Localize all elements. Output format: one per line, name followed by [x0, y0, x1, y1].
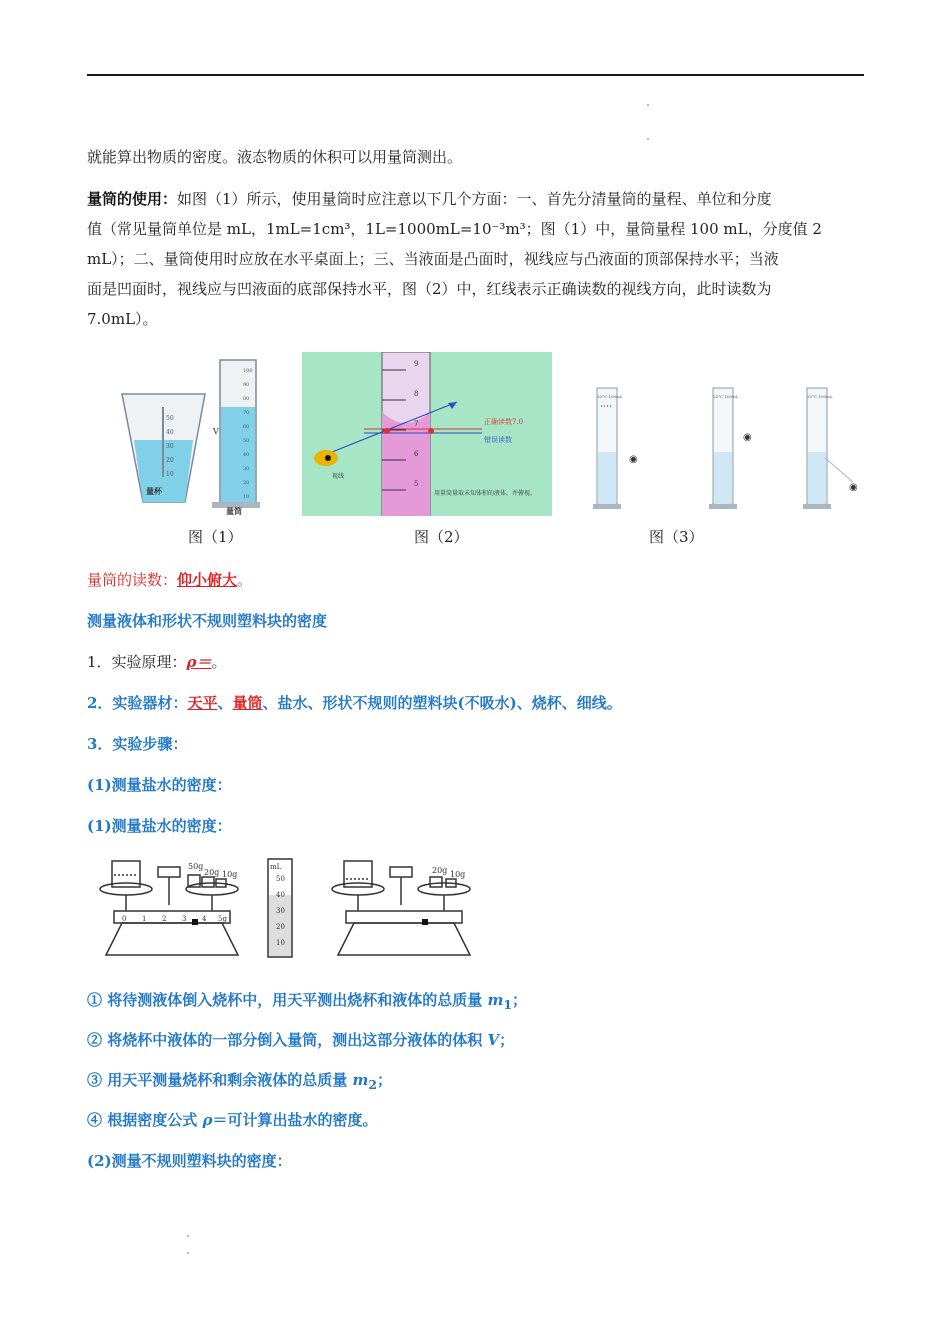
principle-line [87, 647, 865, 677]
material-balance: 天平 [187, 694, 218, 712]
beaker-tick: 10 [166, 471, 174, 478]
step-var: m [352, 1071, 369, 1089]
eye-label: 视线 [332, 473, 345, 480]
rider [192, 919, 198, 925]
usage-line: mL）；二、量筒使用时应放在水平桌面上；三、当液面是凸面时，视线应与凸液面的顶部保持水平；当液 [87, 250, 779, 268]
pointer-dial [158, 867, 180, 877]
balance-figure [92, 855, 472, 965]
correct-label: 正确读数7.0 [484, 418, 524, 426]
cylinder-label: 量筒 [226, 506, 242, 516]
materials-rest: 、盐水、形状不规则的塑料块(不吸水)、烧杯、细线。 [262, 694, 622, 712]
eye-icon: ◉ [629, 454, 638, 465]
cyl-tick: 80 [243, 396, 250, 402]
scale-number: 1 [142, 915, 147, 923]
speck [187, 1252, 189, 1254]
principle-formula: ρ＝ [186, 653, 212, 671]
steps-title: 3．实验步骤： [87, 735, 188, 753]
step-text: ③ 用天平测量烧杯和剩余液体的总质量 [87, 1071, 353, 1089]
right-pan [186, 883, 238, 895]
balance-beam [114, 911, 230, 923]
reading-rule: 仰小俯大 [177, 571, 238, 589]
sub1a-heading: (1)测量盐水的密度： [87, 776, 232, 794]
principle-label: 1．实验原理： [87, 653, 187, 671]
cyl-tick: 60 [243, 424, 250, 430]
cylinder-liquid [221, 407, 255, 505]
step-sub: 2 [368, 1077, 378, 1092]
fig3-sightline [825, 458, 853, 482]
beaker-label: 量杯 [146, 486, 162, 496]
fig3-base [593, 504, 621, 509]
cylinder-tick: 50 [276, 875, 285, 883]
step-2 [87, 1025, 865, 1055]
usage-heading: 量筒的使用： [87, 190, 178, 208]
materials-label: 2．实验器材： [87, 694, 188, 712]
beaker-tick: 40 [166, 429, 174, 436]
eye-icon: ◉ [849, 482, 858, 493]
materials-sep: 、 [217, 694, 233, 712]
step-1 [87, 985, 865, 1020]
eye-pupil-icon [325, 455, 331, 461]
left-pan [332, 883, 384, 895]
figure-1 [110, 352, 260, 517]
meniscus-point [384, 428, 390, 434]
fig3-base [803, 504, 831, 509]
fig2-liquid [382, 412, 430, 516]
weight-label: 10g [222, 870, 238, 879]
weight-label: 50g [188, 862, 204, 871]
step-text: ② 将烧杯中液体的一部分倒入量筒，测出这部分液体的体积 [87, 1031, 488, 1049]
fig3-header: 20°C 100mL [597, 394, 623, 399]
principle-end: 。 [211, 653, 227, 671]
fig1-caption: 图（1） [188, 528, 243, 546]
left-pan [100, 883, 152, 895]
usage-line: 如图（1）所示，使用量筒时应注意以下几个方面：一、首先分清量筒的量程、单位和分度 [177, 190, 772, 208]
scale-number: 2 [162, 915, 167, 923]
fig2-tick: 6 [414, 450, 419, 458]
step-3 [87, 1065, 865, 1100]
cylinder-unit: mL [270, 863, 282, 871]
scale-number: 4 [202, 915, 207, 923]
usage-line: 值（常见量筒单位是 mL，1mL=1cm³，1L=1000mL=10⁻³m³；图（1）中，量筒量程 100 mL，分度值 2 [87, 220, 822, 238]
fig2-tick: 9 [414, 360, 419, 368]
beaker-tick: 50 [166, 415, 174, 422]
cyl-tick: 40 [243, 452, 250, 458]
fig2-note: 用量筒量取未知体积的液体，并俯视。 [434, 490, 537, 497]
weight-label: 20g [204, 868, 220, 877]
step-end: ； [377, 1071, 393, 1089]
step-var: ρ [202, 1111, 213, 1129]
usage-line: 面是凹面时，视线应与凹液面的底部保持水平，图（2）中，红线表示正确读数的视线方向，此时读数为 [87, 280, 772, 298]
step-end: ； [499, 1031, 515, 1049]
fig3-caption: 图（3） [649, 528, 704, 546]
sub1b-heading: (1)测量盐水的密度： [87, 817, 232, 835]
sub2-heading: (2)测量不规则塑料块的密度： [87, 1152, 292, 1170]
rider [422, 919, 428, 925]
reading-end: 。 [237, 571, 253, 589]
cyl-tick: 50 [243, 438, 250, 444]
materials-line [87, 688, 865, 718]
weight-block [202, 877, 214, 887]
fig3-header: 20°C 100mL [807, 394, 833, 399]
section-title: 测量液体和形状不规则塑料块的密度 [87, 612, 328, 630]
scale-number: 3 [182, 915, 187, 923]
fig2-caption: 图（2） [414, 528, 469, 546]
speck [187, 1235, 189, 1237]
v-label: V [213, 427, 219, 436]
cyl-tick: 100 [243, 368, 253, 374]
usage-line: 7.0mL）。 [87, 310, 158, 328]
reading-label: 量筒的读数： [87, 571, 178, 589]
cyl-tick: 30 [243, 466, 250, 472]
weight-block [430, 877, 442, 887]
speck [647, 104, 649, 106]
step-end: ＝可计算出盐水的密度。 [212, 1111, 378, 1129]
material-cylinder: 量筒 [232, 694, 263, 712]
fig3-liquid [808, 452, 826, 504]
step-text: ④ 根据密度公式 [87, 1111, 203, 1129]
balance-base [338, 923, 470, 955]
right-pan [418, 883, 470, 895]
fig3-header: 20°C 100mL [713, 394, 739, 399]
weight-label: 20g [432, 866, 448, 875]
pointer-dial [390, 867, 412, 877]
cylinder-tick: 40 [276, 891, 285, 899]
step-sub: 1 [503, 997, 513, 1012]
cyl-tick: 90 [243, 382, 250, 388]
cylinder-tick: 30 [276, 907, 285, 915]
fig3-panel [803, 388, 858, 509]
speck [647, 138, 649, 140]
fig2-tick: 5 [414, 480, 419, 488]
scale-number: 0 [122, 915, 127, 923]
fig3-base [709, 504, 737, 509]
fig3-liquid [598, 452, 616, 504]
figure-3 [585, 384, 865, 514]
scale-number: 5g [218, 915, 227, 923]
beaker-tick: 20 [166, 457, 174, 464]
balance-beam [346, 911, 462, 923]
beaker-scale [162, 407, 164, 477]
cyl-tick: 20 [243, 480, 250, 486]
step-var: V [487, 1031, 500, 1049]
balance-base [106, 923, 238, 955]
fig2-tick: 7 [414, 420, 419, 428]
measuring-cylinder [268, 859, 292, 957]
fig3-panel [593, 388, 638, 509]
cyl-tick: 10 [243, 494, 250, 500]
intro-line: 就能算出物质的密度。液态物质的休积可以用量筒测出。 [87, 148, 463, 166]
step-var: m [487, 991, 504, 1009]
fig3-liquid [714, 452, 732, 504]
header-rule [87, 74, 864, 76]
cylinder-tick: 20 [276, 923, 285, 931]
eye-icon: ◉ [743, 432, 752, 443]
usage-paragraph [87, 184, 865, 334]
reading-line [87, 565, 865, 595]
cyl-tick: 70 [243, 410, 250, 416]
fig3-panel [709, 388, 752, 509]
meniscus-point [428, 428, 434, 434]
figure-2 [302, 352, 552, 516]
step-end: ； [512, 991, 528, 1009]
step-4 [87, 1105, 865, 1135]
fig2-tick: 8 [414, 390, 419, 398]
wrong-label: 错误读数 [484, 436, 512, 444]
weight-label: 10g [450, 870, 466, 879]
beaker-tick: 30 [166, 443, 174, 450]
cylinder-tick: 10 [276, 939, 285, 947]
step-text: ① 将待测液体倒入烧杯中，用天平测出烧杯和液体的总质量 [87, 991, 488, 1009]
